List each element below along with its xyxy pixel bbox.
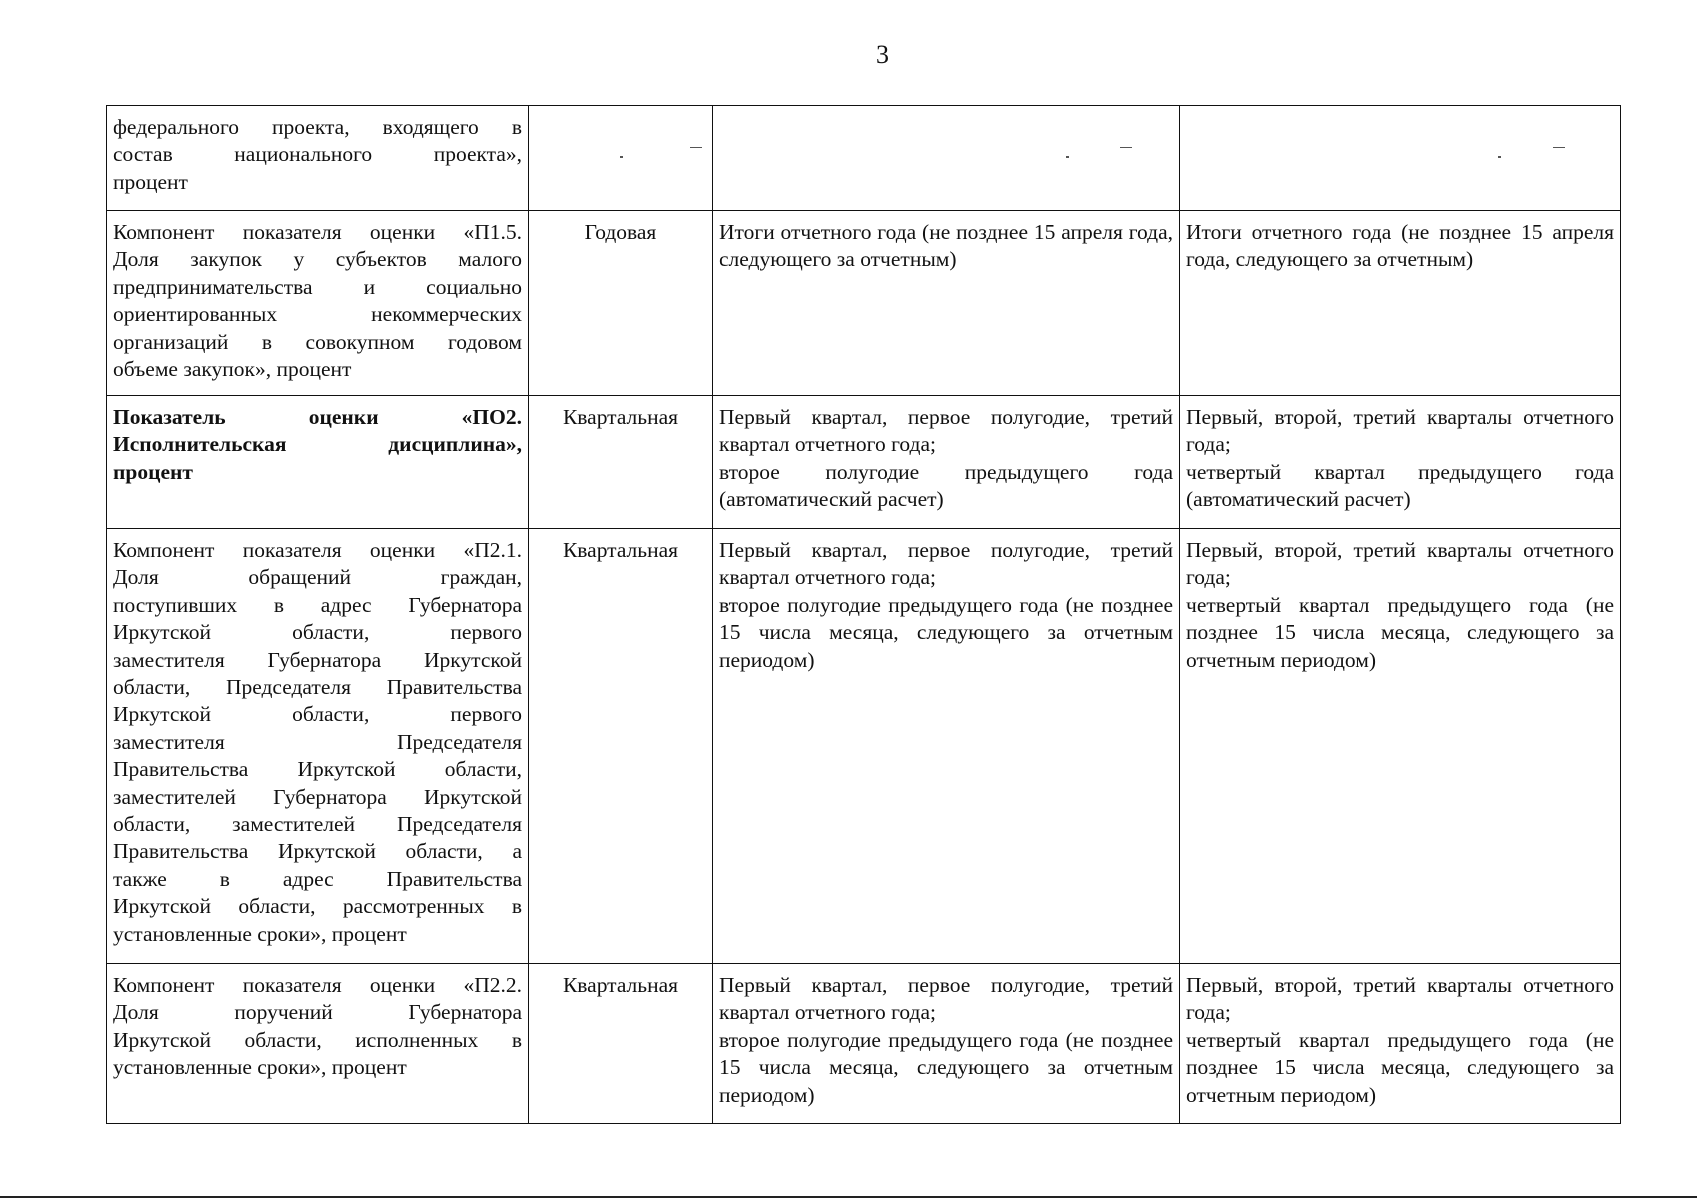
indicator-name-line: федерального проекта, входящего в [113,115,522,139]
indicator-name-line: Иркутской области, первого [113,702,522,727]
scan-speck [1553,147,1565,148]
evaluation-period-cell [1180,106,1621,211]
indicator-name-line: области, заместителей Председателя [113,812,522,837]
periodicity-cell: Квартальная [529,529,713,964]
indicator-name-line: заместителя Председателя [113,729,522,754]
reporting-period-cell: Итоги отчетного года (не позднее 15 апреля года, следующего за отчетным) [713,211,1180,396]
indicator-name-line: Компонент показателя оценки «П1.5. [113,220,522,244]
indicator-name-cell [107,211,529,396]
indicator-name-last-line: процент [113,169,188,194]
scan-speck [620,156,623,158]
indicator-name-line: ориентированных некоммерческих [113,302,522,327]
periodicity-cell [529,106,713,211]
reporting-period-cell: Первый квартал, первое полугодие, третий квартал отчетного года; второе полугодие предыдущего года (автоматический расчет) [713,396,1180,529]
page-number: 3 [876,40,889,69]
scan-speck [1120,147,1132,148]
periodicity-cell: Квартальная [529,964,713,1124]
reporting-period-cell [713,106,1180,211]
indicator-name-last-line: объеме закупок», процент [113,357,352,382]
indicator-name-cell [107,396,529,529]
indicators-table [106,105,1621,1124]
indicator-name-line: Иркутской области, рассмотренных в [113,894,522,919]
scan-speck [690,147,702,148]
indicator-name-line: Доля обращений граждан, [113,565,522,590]
indicator-name-line: Правительства Иркутской области, [113,757,522,782]
evaluation-period-cell: Первый, второй, третий кварталы отчетного года; четвертый квартал предыдущего года (автоматический расчет) [1180,396,1621,529]
periodicity-cell: Годовая [529,211,713,396]
evaluation-period-cell: Первый, второй, третий кварталы отчетного года; четвертый квартал предыдущего года (не позднее 15 числа месяца, следующего за отчетным периодом) [1180,529,1621,964]
indicator-name-line: Компонент показателя оценки «П2.1. [113,538,522,562]
indicator-name-line: организаций в совокупном годовом [113,329,522,354]
indicator-name-line: также в адрес Правительства [113,866,522,891]
evaluation-period-cell: Первый, второй, третий кварталы отчетного года; четвертый квартал предыдущего года (не позднее 15 числа месяца, следующего за отчетным периодом) [1180,964,1621,1124]
indicator-name-last-line: установленные сроки», процент [113,921,407,946]
indicator-name-line: состав национального проекта», [113,142,522,167]
indicator-name-line: области, Председателя Правительства [113,675,522,700]
table-row [107,396,1621,529]
indicator-name-cell [107,529,529,964]
indicator-name-line: Иркутской области, первого [113,620,522,645]
table-row [107,106,1621,211]
indicator-name-line: предпринимательства и социально [113,274,522,299]
table-row [107,964,1621,1124]
reporting-period-cell: Первый квартал, первое полугодие, третий квартал отчетного года; второе полугодие предыдущего года (не позднее 15 числа месяца, следующего за отчетным периодом) [713,964,1180,1124]
scan-speck [1066,156,1069,158]
indicator-name-last-line: процент [113,459,193,484]
scan-speck [1498,156,1501,158]
table-row [107,529,1621,964]
indicator-name-line: Доля закупок у субъектов малого [113,247,522,272]
indicator-name-cell [107,106,529,211]
periodicity-cell: Квартальная [529,396,713,529]
indicator-name-line: Компонент показателя оценки «П2.2. [113,973,522,997]
indicator-name-last-line: установленные сроки», процент [113,1055,407,1080]
indicator-name-line: заместителей Губернатора Иркутской [113,784,522,809]
evaluation-period-cell: Итоги отчетного года (не позднее 15 апреля года, следующего за отчетным) [1180,211,1621,396]
indicator-name-line: Показатель оценки «ПО2. [113,405,522,429]
indicator-name-line: Иркутской области, исполненных в [113,1027,522,1052]
indicator-name-line: Правительства Иркутской области, а [113,839,522,864]
indicator-name-line: заместителя Губернатора Иркутской [113,647,522,672]
indicator-name-line: поступивших в адрес Губернатора [113,592,522,617]
indicator-name-line: Доля поручений Губернатора [113,1000,522,1025]
reporting-period-cell: Первый квартал, первое полугодие, третий квартал отчетного года; второе полугодие предыдущего года (не позднее 15 числа месяца, следующего за отчетным периодом) [713,529,1180,964]
indicator-name-line: Исполнительская дисциплина», [113,432,522,457]
table-row [107,211,1621,396]
indicators-table-body [107,106,1621,1124]
scan-bottom-edge [0,1196,1697,1198]
indicator-name-cell [107,964,529,1124]
